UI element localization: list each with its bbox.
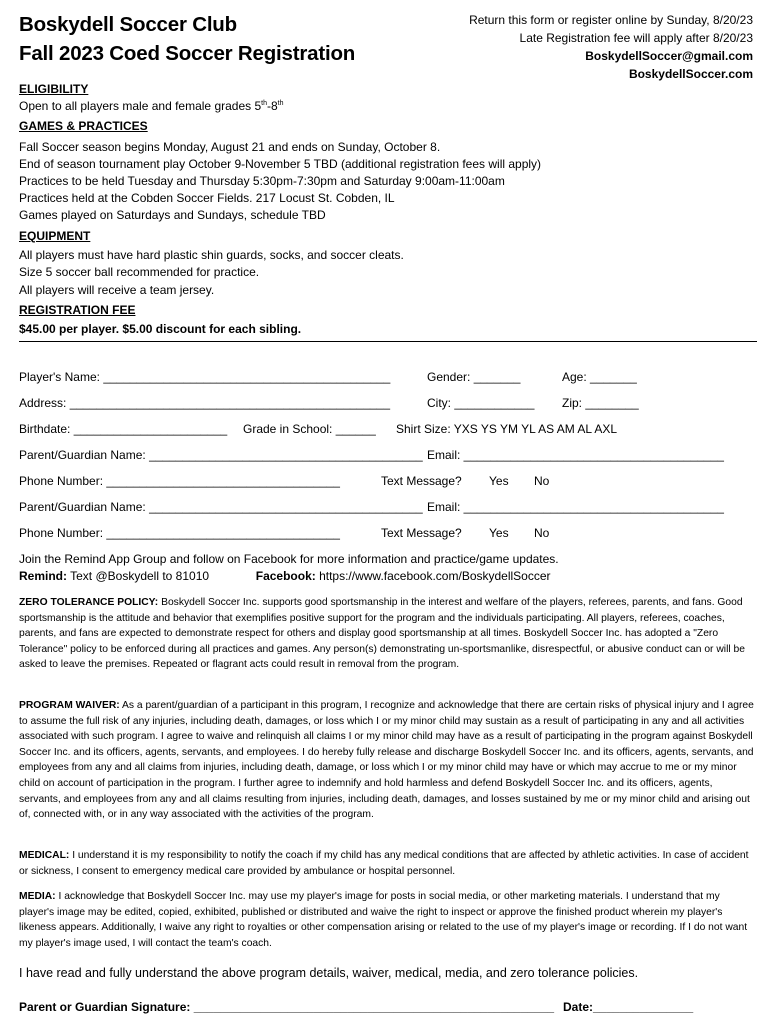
address-row xyxy=(19,396,759,414)
remind-text: Text @Boskydell to 81010 xyxy=(67,569,210,583)
medical-text: I understand it is my responsibility to notify the coach if my child has any medical conditions that are affected by athletic activities. In case of accident or sickness, I consent to emergency medical care provided by ambulance or hospital personnel. xyxy=(19,850,749,877)
games-heading: GAMES & PRACTICES xyxy=(19,119,148,133)
address-field[interactable]: Address: ________________________________________________ xyxy=(19,396,391,410)
zero-tolerance-label: ZERO TOLERANCE POLICY: xyxy=(19,597,159,608)
email-field[interactable]: Email: _______________________________________ xyxy=(427,500,724,514)
parent2-row xyxy=(19,500,759,518)
text-no-option[interactable]: No xyxy=(534,474,550,488)
contact-email[interactable]: BoskydellSoccer@gmail.com xyxy=(585,49,753,63)
facebook-label: Facebook: xyxy=(255,569,316,583)
age-field[interactable]: Age: _______ xyxy=(562,370,637,384)
player-name-field[interactable]: Player's Name: ___________________________________________ xyxy=(19,370,391,384)
text-message-label: Text Message? xyxy=(381,474,462,488)
games-line: End of season tournament play October 9-November 5 TBD (additional registration fees will apply) xyxy=(19,157,542,171)
program-waiver xyxy=(19,698,754,823)
club-name: Boskydell Soccer Club xyxy=(19,13,237,36)
signature-line xyxy=(19,1000,694,1014)
remind-info: Join the Remind App Group and follow on Facebook for more information and practice/game updates. xyxy=(19,552,559,566)
parent-name-field[interactable]: Parent/Guardian Name: _________________________________________ xyxy=(19,500,423,514)
fee-text: $45.00 per player. $5.00 discount for each sibling. xyxy=(19,322,302,336)
gender-field[interactable]: Gender: _______ xyxy=(427,370,521,384)
email-field[interactable]: Email: _______________________________________ xyxy=(427,448,724,462)
zero-tolerance-policy xyxy=(19,595,754,673)
header-contact xyxy=(469,11,753,83)
waiver-label: PROGRAM WAIVER: xyxy=(19,700,120,711)
zero-tolerance-text: Boskydell Soccer Inc. supports good sportsmanship in the interest and welfare of the players, referees, parents, and fans. Good sportsmanship is the attitude and behavior that exemplifies positive support for the program and the individuals participating. All players, referees, coaches, parents, and fans are expected to demonstrate respect for others and display good sportsmanship at all times. Boskydell Soccer Inc. has adopted a "Zero Tolerance" policy to be enforced during all practices and games. Any person(s) demonstrating un-sportsmanlike, disrespectful, or abusive conduct can or will be asked to leave the premises. Repeated or flagrant acts could result in removal from the program. xyxy=(19,597,745,671)
city-field[interactable]: City: ____________ xyxy=(427,396,535,410)
parent1-row xyxy=(19,448,759,466)
equipment-line: All players must have hard plastic shin guards, socks, and soccer cleats. xyxy=(19,248,404,262)
late-fee-notice: Late Registration fee will apply after 8/20/23 xyxy=(519,31,753,45)
games-line: Fall Soccer season begins Monday, August 21 and ends on Sunday, October 8. xyxy=(19,140,441,154)
remind-facebook-line xyxy=(19,569,551,583)
medical-label: MEDICAL: xyxy=(19,850,70,861)
parent-name-field[interactable]: Parent/Guardian Name: _________________________________________ xyxy=(19,448,423,462)
shirt-size-options[interactable]: Shirt Size: YXS YS YM YL AS AM AL AXL xyxy=(396,422,618,436)
text-no-option[interactable]: No xyxy=(534,526,550,540)
acknowledgement-statement: I have read and fully understand the above program details, waiver, medical, media, and zero tolerance policies. xyxy=(19,966,639,980)
eligibility-text: Open to all players male and female grades 5th-8th xyxy=(19,99,284,113)
phone1-row xyxy=(19,474,759,492)
phone-field[interactable]: Phone Number: ___________________________________ xyxy=(19,526,340,540)
fee-heading: REGISTRATION FEE xyxy=(19,303,136,317)
eligibility-heading: ELIGIBILITY xyxy=(19,82,89,96)
facebook-link[interactable]: https://www.facebook.com/BoskydellSoccer xyxy=(315,569,551,583)
games-line: Games played on Saturdays and Sundays, schedule TBD xyxy=(19,208,326,222)
form-title: Fall 2023 Coed Soccer Registration xyxy=(19,42,356,65)
section-divider xyxy=(19,341,757,342)
equipment-heading: EQUIPMENT xyxy=(19,229,91,243)
media-text: I acknowledge that Boskydell Soccer Inc. may use my player's image for posts in social media, or other marketing materials. I understand that my player's image may be edited, copied, exhibited, published or distributed and waive the right to inspect or approve the finished product wherein my player's likeness appears. Additionally, I waive any right to royalties or other compensation arising or related to the use of my player's image or recording. If I do not want my player's image used, I will contact the team's coach. xyxy=(19,891,748,949)
phone2-row xyxy=(19,526,759,544)
player-row xyxy=(19,370,759,388)
website-link[interactable]: BoskydellSoccer.com xyxy=(628,67,753,81)
equipment-line: All players will receive a team jersey. xyxy=(19,283,215,297)
games-line: Practices held at the Cobden Soccer Fields. 217 Locust St. Cobden, IL xyxy=(19,191,395,205)
return-deadline: Return this form or register online by Sunday, 8/20/23 xyxy=(469,13,753,27)
medical-policy xyxy=(19,848,754,879)
equipment-line: Size 5 soccer ball recommended for practice. xyxy=(19,265,260,279)
remind-label: Remind: xyxy=(19,569,67,583)
text-yes-option[interactable]: Yes xyxy=(489,474,509,488)
text-message-label: Text Message? xyxy=(381,526,462,540)
media-label: MEDIA: xyxy=(19,891,56,902)
phone-field[interactable]: Phone Number: ___________________________________ xyxy=(19,474,340,488)
birthdate-field[interactable]: Birthdate: _______________________ xyxy=(19,422,228,436)
games-line: Practices to be held Tuesday and Thursday 5:30pm-7:30pm and Saturday 9:00am-11:00am xyxy=(19,174,505,188)
birth-row xyxy=(19,422,759,440)
media-policy xyxy=(19,889,754,951)
zip-field[interactable]: Zip: ________ xyxy=(562,396,639,410)
text-yes-option[interactable]: Yes xyxy=(489,526,509,540)
date-field[interactable]: Date:_______________ xyxy=(563,1000,694,1014)
signature-field[interactable]: Parent or Guardian Signature: ______________________________________________________ xyxy=(19,1000,555,1014)
grade-field[interactable]: Grade in School: ______ xyxy=(243,422,376,436)
waiver-text: As a parent/guardian of a participant in this program, I recognize and acknowledge that there are certain risks of physical injury and I agree to assume the full risk of any injuries, including death, damages, or loss which I or my minor child may sustain as a result of participating in any and all activities associated with such program. I agree to waive and relinquish all claims I or my minor child may have as a result of participating in the program against Boskydell Soccer Inc. and its officers, agents, servants, and employees. I do hereby fully release and discharge Boskydell Soccer Inc. and its officers, agents, servants, and employees from any and all claims from injuries, including death, damage, or loss which I or my minor child may have or which may accrue to me or my minor child on account of participation in the program. I further agree to indemnify and hold harmless and defend Boskydell Soccer Inc. and its officers, agents, servants, and employees from any and all claims resulting from injuries, including death, damages, and losses sustained by me or my minor child and arising out of, connected with, or in any way associated with the activities of the program. xyxy=(19,700,754,821)
